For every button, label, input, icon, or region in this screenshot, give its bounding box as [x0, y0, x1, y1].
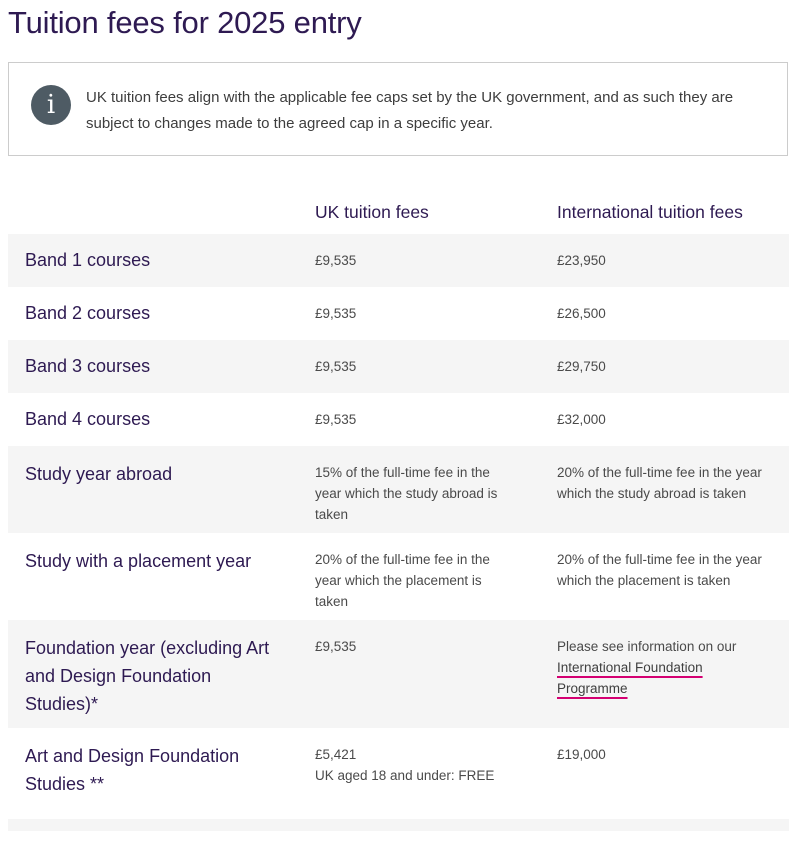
international-fee-value: £26,500	[557, 306, 606, 321]
uk-fee-value: £9,535	[315, 412, 357, 427]
tuition-fees-table	[8, 174, 789, 831]
column-header-uk-fees: UK tuition fees	[315, 202, 429, 222]
row-label: Foundation year (excluding Art and Design Foundation Studies)*	[25, 638, 270, 714]
info-icon: i	[31, 85, 71, 125]
table-row-band-4	[8, 393, 789, 446]
international-fee-value: £29,750	[557, 359, 606, 374]
info-box-text: UK tuition fees align with the applicable fee caps set by the UK government, and as such they are subject to changes made to the agreed cap in a specific year.	[86, 89, 734, 132]
table-row-study-year-abroad	[8, 446, 789, 533]
international-fee-info-text: Please see information on our	[557, 639, 737, 654]
row-label: Band 2 courses	[25, 303, 151, 323]
uk-fee-value-group	[298, 728, 540, 819]
uk-fee-note: UK aged 18 and under: FREE	[315, 768, 495, 783]
row-label: Study with a placement year	[25, 551, 252, 571]
international-foundation-programme-link[interactable]: International Foundation Programme	[557, 660, 703, 696]
column-header-international-fees: International tuition fees	[557, 202, 743, 222]
column-header-empty	[8, 174, 298, 234]
uk-fee-value: £5,421	[315, 747, 357, 762]
uk-fee-value: 15% of the full-time fee in the year which the study abroad is taken	[315, 465, 498, 522]
info-box	[8, 62, 788, 156]
table-header-row	[8, 174, 789, 234]
table-row-band-2	[8, 287, 789, 340]
table-row-band-1	[8, 234, 789, 287]
uk-fee-value: £9,535	[315, 306, 357, 321]
uk-fee-value: £9,535	[315, 639, 357, 654]
row-label: Study year abroad	[25, 464, 173, 484]
international-fee-value: £32,000	[557, 412, 606, 427]
row-label: Band 4 courses	[25, 409, 151, 429]
international-fee-value: £23,950	[557, 253, 606, 268]
table-row-band-3	[8, 340, 789, 393]
uk-fee-value: 20% of the full-time fee in the year which the placement is taken	[315, 552, 490, 609]
table-row-foundation-year	[8, 620, 789, 728]
row-label: Band 1 courses	[25, 250, 151, 270]
uk-fee-value: £9,535	[315, 359, 357, 374]
row-label: Band 3 courses	[25, 356, 151, 376]
international-fee-value: 20% of the full-time fee in the year which the study abroad is taken	[557, 465, 762, 501]
row-label: Art and Design Foundation Studies **	[25, 746, 240, 794]
uk-fee-value: £9,535	[315, 253, 357, 268]
table-row-placement-year	[8, 533, 789, 620]
table-row-art-design-foundation	[8, 728, 789, 819]
international-fee-info	[540, 620, 789, 728]
international-fee-value: £19,000	[557, 747, 606, 762]
page-title: Tuition fees for 2025 entry	[8, 5, 362, 40]
next-row-partial	[8, 819, 789, 831]
international-fee-value: 20% of the full-time fee in the year which the placement is taken	[557, 552, 762, 588]
